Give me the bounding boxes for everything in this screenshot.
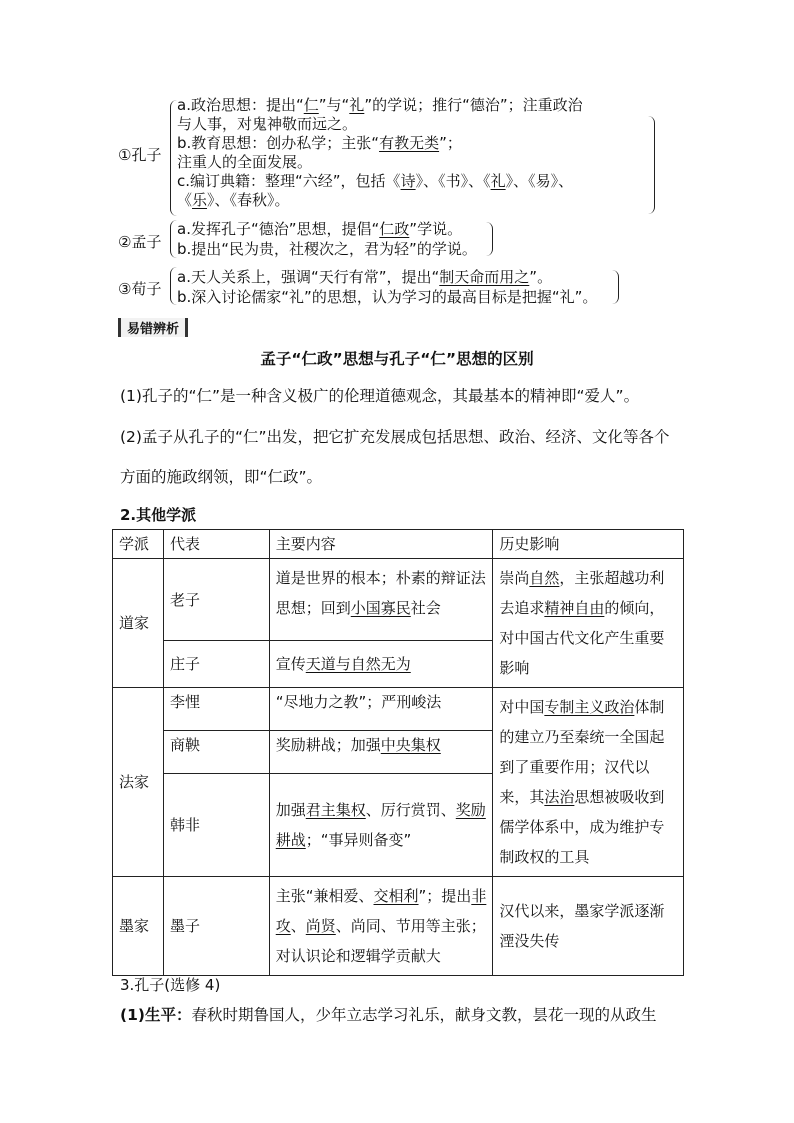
text: b.教育思想：创办私学；主张“ — [177, 134, 380, 152]
text: 》、《春秋》。 — [207, 191, 290, 209]
content-laozi — [269, 559, 493, 641]
confucius-c-cont — [177, 189, 290, 210]
header-school: 学派 — [113, 530, 164, 559]
confucius-b-cont: 注重人的全面发展。 — [177, 153, 313, 171]
underlined-term: 法治 — [544, 788, 575, 806]
xunzi-a — [177, 266, 552, 287]
confucius-brace — [170, 100, 177, 216]
text: 崇尚 — [499, 569, 530, 587]
confucius-a — [177, 94, 583, 115]
life-label: (1)生平： — [120, 1006, 192, 1024]
text: 》、《易》、 — [505, 172, 574, 190]
confucius-b — [177, 132, 462, 153]
underlined-term: 奖励耕战 — [275, 801, 486, 850]
text: 、厉行赏罚、 — [365, 801, 456, 820]
mencius-b: b.提出“民为贵，社稷次之，君为轻”的学说。 — [177, 240, 477, 258]
text: 体制的建立乃至秦统一全国起到了重要作用；汉代以来，其 — [499, 698, 665, 806]
text: 宣传 — [275, 655, 306, 674]
school-legalist: 法家 — [113, 688, 164, 877]
underlined-term: 交相利 — [373, 887, 419, 905]
text: ”与“ — [318, 96, 350, 114]
school-mohist: 墨家 — [113, 877, 164, 976]
impact-mohist: 汉代以来，墨家学派逐渐湮没失传 — [493, 877, 684, 976]
text: 道是世界的根本；朴素的辩证法思想；回到 — [275, 569, 486, 617]
analysis-p1: (1)孔子的“仁”是一种含义极广的伦理道德观念，其最基本的精神即“爱人”。 — [120, 387, 640, 405]
text: 《 — [177, 191, 193, 209]
text: 奖励耕战；加强 — [275, 736, 381, 755]
text: c.编订典籍：整理“六经”，包括《 — [177, 172, 401, 190]
confucius-a-cont: 与人事，对鬼神敬而远之。 — [177, 115, 358, 133]
text: 加强 — [275, 801, 306, 820]
underlined-term: 有教无类 — [379, 134, 440, 152]
text: 社会 — [410, 599, 441, 617]
confucius-label: ①孔子 — [118, 146, 162, 164]
underlined-term: 礼 — [490, 172, 506, 190]
rep-shangyang: 商鞅 — [163, 731, 269, 774]
underlined-term: 礼 — [349, 96, 365, 114]
content-mozi — [269, 877, 493, 976]
underlined-term: 小国寡民 — [350, 599, 411, 617]
underlined-term: 制天命而用之 — [439, 268, 530, 286]
underlined-term: 中央集权 — [380, 736, 441, 755]
text: 、尚同、节用等主张；对认识论和逻辑学贡献大 — [275, 917, 486, 965]
header-representative: 代表 — [163, 530, 269, 559]
underlined-term: 精神自由 — [544, 599, 605, 617]
mencius-a — [177, 218, 462, 239]
header-content: 主要内容 — [269, 530, 493, 559]
underlined-term: 非攻 — [275, 887, 487, 935]
content-shangyang — [269, 731, 493, 774]
content-likui: “尽地力之教”；严刑峻法 — [269, 688, 493, 731]
text: 》、《书》、《 — [415, 172, 491, 190]
table-row — [113, 877, 684, 976]
xunzi-right-paren — [612, 270, 619, 304]
table-header-row — [113, 530, 684, 559]
impact-daoist — [493, 559, 684, 688]
underlined-term: 仁 — [303, 96, 319, 114]
confucius-c — [177, 170, 573, 191]
text: ”。 — [529, 268, 553, 286]
other-schools-heading: 2.其他学派 — [120, 506, 197, 524]
header-impact: 历史影响 — [493, 530, 684, 559]
analysis-title: 孟子“仁政”思想与孔子“仁”思想的区别 — [260, 350, 534, 368]
confucius-right-paren — [648, 116, 655, 214]
analysis-tag: 易错辨析 — [118, 318, 188, 337]
elective-life — [120, 1003, 656, 1025]
text: ，主张超越功利去追求 — [499, 569, 665, 617]
text: ”学说。 — [409, 220, 463, 238]
text: a.天人关系上，强调“天行有常”，提出“ — [177, 268, 440, 286]
mencius-right-paren — [486, 222, 493, 256]
xunzi-label: ③荀子 — [118, 280, 162, 298]
text: ；“事异则备变” — [305, 831, 412, 850]
life-text: 春秋时期鲁国人，少年立志学习礼乐，献身文教，昙花一现的从政生 — [191, 1006, 657, 1024]
mencius-brace — [170, 220, 177, 258]
underlined-term: 诗 — [400, 172, 416, 190]
text: 对中国 — [499, 698, 545, 716]
underlined-term: 仁政 — [379, 220, 410, 238]
text: 主张“兼相爱、 — [275, 887, 374, 905]
school-daoist: 道家 — [113, 559, 164, 688]
table-row — [113, 688, 684, 731]
elective-heading: 3.孔子(选修 4) — [120, 976, 221, 994]
underlined-term: 天道与自然无为 — [305, 655, 411, 674]
rep-laozi: 老子 — [163, 559, 269, 641]
xunzi-brace — [170, 267, 177, 305]
underlined-term: 尚贤 — [305, 917, 336, 935]
table-row — [113, 559, 684, 641]
impact-legalist — [493, 688, 684, 877]
underlined-term: 自然 — [529, 569, 560, 587]
rep-likui: 李悝 — [163, 688, 269, 731]
rep-zhuangzi: 庄子 — [163, 641, 269, 688]
text: 、 — [290, 917, 306, 935]
text: ”；提出 — [418, 887, 472, 905]
text: ”的学说；推行“德治”；注重政治 — [364, 96, 583, 114]
other-schools-table — [112, 529, 684, 976]
content-zhuangzi — [269, 641, 493, 688]
rep-hanfei: 韩非 — [163, 774, 269, 877]
text: a.政治思想：提出“ — [177, 96, 304, 114]
underlined-term: 君主集权 — [305, 801, 366, 820]
text: 的倾向，对中国古代文化产生重要影响 — [499, 599, 665, 677]
xunzi-b: b.深入讨论儒家“礼”的思想，认为学习的最高目标是把握“礼”。 — [177, 288, 598, 306]
text: 思想被吸收到儒学体系中，成为维护专制政权的工具 — [499, 788, 665, 866]
rep-mozi: 墨子 — [163, 877, 269, 976]
text: ”； — [439, 134, 462, 152]
underlined-term: 乐 — [192, 191, 208, 209]
underlined-term: 专制主义政治 — [544, 698, 635, 716]
mencius-label: ②孟子 — [118, 233, 162, 251]
content-hanfei — [269, 774, 493, 877]
analysis-p2b: 方面的施政纲领，即“仁政”。 — [120, 468, 323, 486]
text: a.发挥孔子“德治”思想，提倡“ — [177, 220, 380, 238]
analysis-p2a: (2)孟子从孔子的“仁”出发，把它扩充发展成包括思想、政治、经济、文化等各个 — [120, 428, 670, 446]
